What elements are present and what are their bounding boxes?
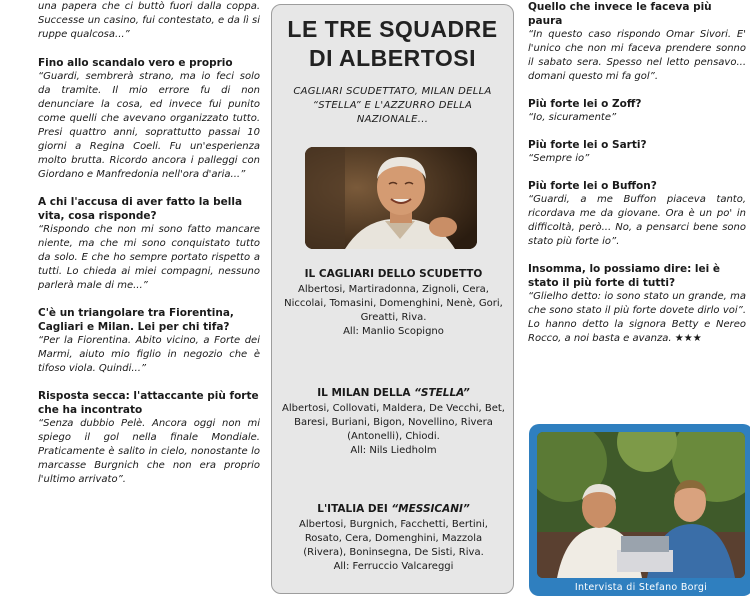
team-title [282, 386, 505, 400]
answer: “Guardi, sembrerà strano, ma io feci solo da tramite. Il mio errore fu di non denunciare la cosa, ed invece fui punito come quelli che avevano organizzato tutto. Presi quattro anni, soprattutto passai 10 giorni a Regina Coeli. Fu un'esperienza molto brutta. Ricordo ancora i palleggi con Giordano e Manfredonia nell'ora d'aria...” [38, 71, 260, 180]
left-column [38, 0, 260, 500]
question: Più forte lei o Buffon? [528, 180, 657, 192]
end-stars: ★★★ [674, 333, 702, 344]
team-title-italic: “MESSICANI” [391, 503, 470, 515]
team-title-text: IL CAGLIARI DELLO SCUDETTO [304, 268, 483, 280]
answer: “Senza dubbio Pelè. Ancora oggi non mi spiego il gol nella finale Mondiale. Praticamente è salito in cielo, nonostante lo marcasse Burgnich che non era proprio l'ultimo arrivato”. [38, 418, 260, 485]
answer [528, 290, 746, 346]
photo-caption: Intervista di Stefano Borgi [574, 582, 708, 593]
answer: “Io, sicuramente” [528, 112, 617, 123]
teams-sidebar-box [271, 4, 514, 594]
box-subtitle: CAGLIARI SCUDETTATO, MILAN DELLA “STELLA” E L'AZZURRO DELLA NAZIONALE... [293, 86, 492, 125]
question: Risposta secca: l'attaccante più forte che ha incontrato [38, 390, 259, 416]
qa-block [528, 262, 746, 346]
team-coach: All: Manlio Scopigno [343, 326, 444, 337]
question: Più forte lei o Sarti? [528, 139, 647, 151]
qa-block [38, 306, 260, 376]
question: A chi l'accusa di aver fatto la bella vita, cosa risponde? [38, 196, 243, 222]
team-coach: All: Ferruccio Valcareggi [333, 561, 454, 572]
team-title [282, 502, 505, 516]
question: Insomma, lo possiamo dire: lei è stato il più forte di tutti? [528, 263, 721, 289]
question: Più forte lei o Zoff? [528, 98, 642, 110]
portrait-illustration [305, 147, 477, 249]
team-title-italic: “STELLA” [414, 387, 470, 399]
team-milan [282, 386, 505, 458]
team-italia [282, 502, 505, 574]
answer: “Guardi, a me Buffon piaceva tanto, ricordava me da giovane. Ora è un po' in difficoltà, però... No, a pensarci bene sono stato più forte io”. [528, 194, 746, 247]
question: Fino allo scandalo vero e proprio [38, 57, 233, 69]
interview-photo [537, 432, 745, 578]
team-title-text: IL MILAN DELLA [317, 387, 415, 399]
team-players: Albertosi, Martiradonna, Zignoli, Cera, Niccolai, Tomasini, Domenghini, Nenè, Gori, Greatti, Riva. [284, 284, 503, 323]
qa-block [528, 138, 746, 166]
team-players: Albertosi, Collovati, Maldera, De Vecchi, Bet, Baresi, Buriani, Bigon, Novellino, Rivera (Antonelli), Chiodi. [282, 403, 505, 442]
albertosi-portrait [305, 147, 477, 249]
answer: “Per la Fiorentina. Abito vicino, a Forte dei Marmi, aiuto mio figlio in negozio che è tifoso viola. Quindi...” [38, 335, 260, 374]
team-cagliari [282, 267, 505, 339]
team-title [282, 267, 505, 281]
answer: “In questo caso rispondo Omar Sivori. E' l'unico che non mi faceva prendere sonno il sabato sera. Spesso nel letto pensavo... domani questo mi fa gol”. [528, 29, 746, 82]
qa-block [38, 389, 260, 487]
interview-illustration [537, 432, 745, 578]
answer: “Sempre io” [528, 153, 590, 164]
box-title-line: DI ALBERTOSI [308, 45, 476, 71]
box-title-line: LE TRE SQUADRE [287, 16, 498, 42]
answer: “Rispondo che non mi sono fatto mancare niente, ma che mi sono conquistato tutto da solo. E che ho sempre portato rispetto a tutti. Lo chieda ai miei compagni, nessuno parlerà male di me...” [38, 224, 260, 291]
qa-block [38, 56, 260, 182]
qa-block [528, 97, 746, 125]
question: Quello che invece le faceva più paura [528, 1, 712, 27]
qa-block [528, 0, 746, 84]
qa-block [528, 179, 746, 249]
interview-photo-box [529, 424, 750, 596]
team-title-text: L'ITALIA DEI [317, 503, 392, 515]
question: C'è un triangolare tra Fiorentina, Cagliari e Milan. Lei per chi tifa? [38, 307, 234, 333]
box-title [272, 15, 513, 73]
right-column [528, 0, 746, 359]
team-coach: All: Nils Liedholm [350, 445, 437, 456]
qa-block [38, 195, 260, 293]
intro-paragraph: una papera che ci buttò fuori dalla coppa. Successe un casino, fui contestato, e da lì si ruppe qualcosa...” [38, 1, 260, 40]
answer-text: “Glielho detto: io sono stato un grande, ma che sono stato il più forte dovete dirlo voi”. Lo hanno detto la signora Betty e Nereo Rocco, a noi basta e avanza. [528, 291, 746, 344]
team-players: Albertosi, Burgnich, Facchetti, Bertini, Rosato, Cera, Domenghini, Mazzola (Rivera), Boninsegna, De Sisti, Riva. [299, 519, 488, 558]
